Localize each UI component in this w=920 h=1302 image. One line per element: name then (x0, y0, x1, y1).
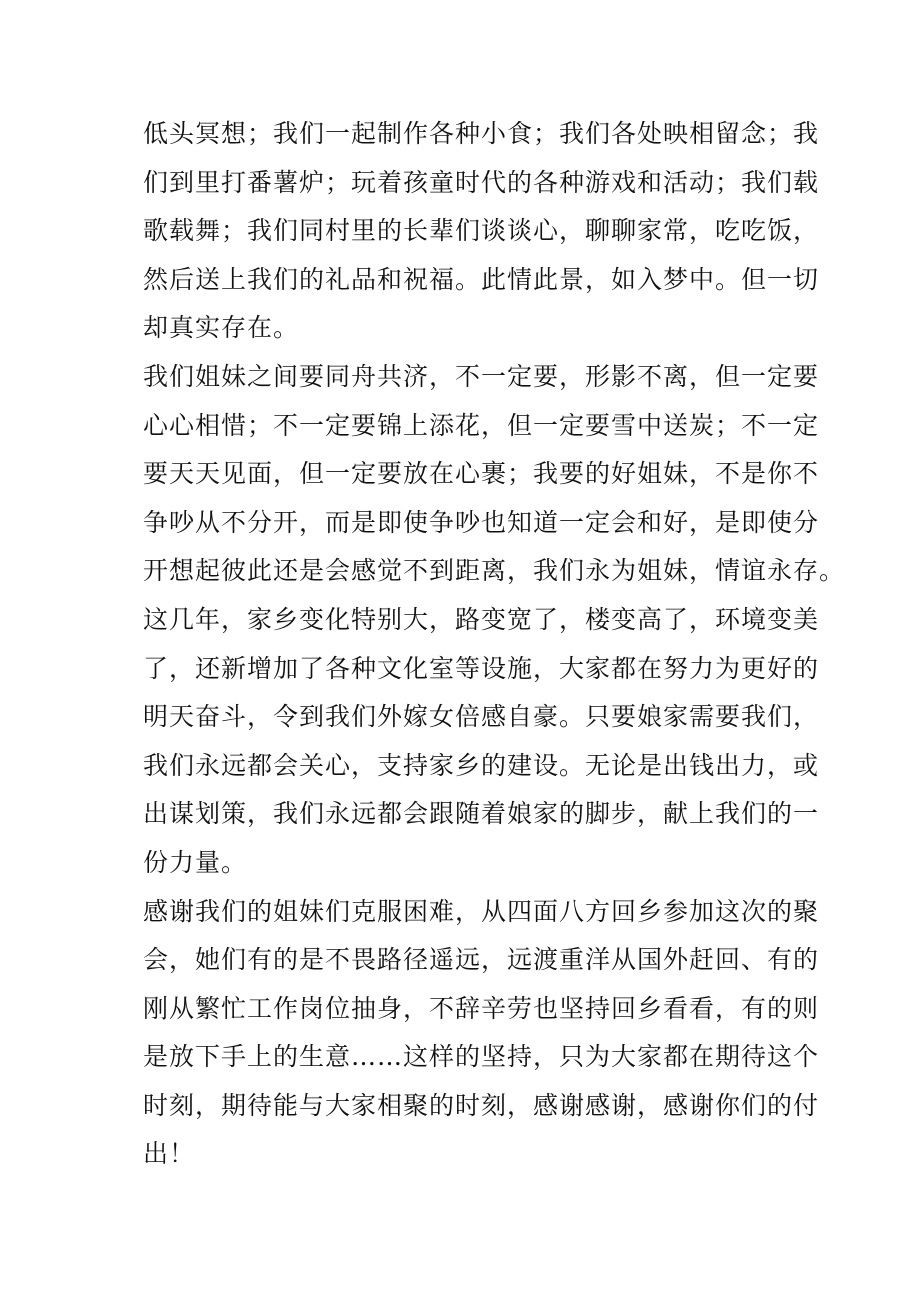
text-line: 心心相惜；不一定要锦上添花，但一定要雪中送炭；不一定 (143, 410, 820, 440)
paragraph-1 (143, 110, 820, 353)
paragraph-2 (143, 353, 846, 596)
text-line: 歌载舞；我们同村里的长辈们谈谈心，聊聊家常，吃吃饭， (143, 216, 820, 246)
text-line: 出！ (143, 1139, 196, 1169)
text-line: 低头冥想；我们一起制作各种小食；我们各处映相留念；我 (143, 119, 820, 148)
paragraph-3 (143, 596, 820, 888)
text-line: 刚从繁忙工作岗位抽身，不辞辛劳也坚持回乡看看，有的则 (143, 993, 820, 1023)
text-line: 争吵从不分开，而是即使争吵也知道一定会和好，是即使分 (143, 507, 820, 537)
text-line: 份力量。 (143, 847, 248, 877)
text-line: 这几年，家乡变化特别大，路变宽了，楼变高了，环境变美 (143, 604, 820, 634)
text-line: 感谢我们的姐妹们克服困难，从四面八方回乡参加这次的聚 (143, 896, 820, 926)
text-line: 出谋划策，我们永远都会跟随着娘家的脚步，献上我们的一 (143, 799, 820, 829)
text-line: 们到里打番薯炉；玩着孩童时代的各种游戏和活动；我们载 (143, 167, 820, 197)
text-line: 是放下手上的生意……这样的坚持，只为大家都在期待这个 (143, 1042, 820, 1072)
text-line: 明天奋斗，令到我们外嫁女倍感自豪。只要娘家需要我们， (143, 702, 820, 732)
text-line: 要天天见面，但一定要放在心裹；我要的好姐妹，不是你不 (143, 459, 820, 489)
document-body (143, 110, 846, 1179)
text-line: 时刻，期待能与大家相聚的时刻，感谢感谢，感谢你们的付 (143, 1090, 820, 1120)
text-line: 了，还新增加了各种文化室等设施，大家都在努力为更好的 (143, 653, 820, 683)
text-line: 却真实存在。 (143, 313, 300, 343)
text-line: 开想起彼此还是会感觉不到距离，我们永为姐妹，情谊永存。 (143, 556, 846, 586)
text-line: 会，她们有的是不畏路径遥远，远渡重洋从国外赶回、有的 (143, 945, 820, 975)
text-line: 我们永远都会关心，支持家乡的建设。无论是出钱出力，或 (143, 750, 820, 780)
text-line: 然后送上我们的礼品和祝福。此情此景，如入梦中。但一切 (143, 264, 820, 294)
paragraph-4 (143, 888, 820, 1180)
text-line: 我们姐妹之间要同舟共济，不一定要，形影不离，但一定要 (143, 361, 820, 391)
